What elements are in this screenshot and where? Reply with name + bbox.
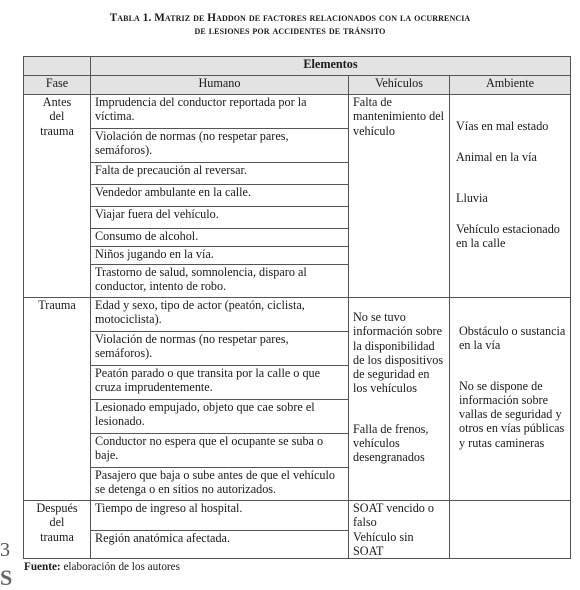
footnote-text: elaboración de los autores [60, 561, 180, 573]
column-header-row [24, 76, 571, 95]
ambiente-item: Lluvia [456, 190, 488, 205]
humano-cell: Violación de normas (no respetar pares, semáforos). [91, 129, 349, 163]
fase-trauma-cell: Trauma [24, 298, 91, 501]
fase-despues-cell [24, 501, 91, 559]
vehiculos-header: Vehículos [349, 76, 450, 95]
humano-cell: Conductor no espera que el ocupante se suba o baje. [91, 434, 349, 468]
caption-line-1: Tabla 1. Matriz de Haddon de factores relacionados con la ocurrencia [109, 12, 471, 24]
fase-antes-line: Antes [42, 95, 72, 109]
elementos-header: Elementos [91, 57, 571, 76]
haddon-matrix-table [23, 56, 571, 559]
humano-cell: Peatón parado o que transita por la calle o que cruza imprudentemente. [91, 366, 349, 400]
fase-despues-line: Después [36, 501, 78, 515]
table-row [24, 501, 571, 531]
humano-cell: Imprudencia del conductor reportada por la víctima. [91, 95, 349, 129]
ambiente-despues-cell [450, 501, 571, 559]
ambiente-item: Vías en mal estado [456, 119, 549, 133]
fase-antes-line: trauma [40, 123, 74, 138]
margin-mark: S [0, 565, 13, 590]
ambiente-antes-cell [450, 95, 571, 298]
ambiente-item: Vehículo estacionado en la calle [456, 221, 560, 251]
fase-despues-line: del [49, 515, 65, 530]
fase-antes-line: del [49, 109, 65, 124]
humano-cell: Falta de precaución al reversar. [91, 163, 349, 185]
vehiculos-item: Falla de frenos, vehículos desengranados [353, 421, 429, 465]
vehiculos-trauma-cell [349, 298, 450, 501]
humano-cell: Niños jugando en la vía. [91, 247, 349, 265]
group-header-row [24, 57, 571, 76]
humano-cell: Pasajero que baja o sube antes de que el vehículo se detenga o en sitios no autorizados. [91, 468, 349, 501]
ambiente-item: Animal en la vía [456, 150, 537, 165]
vehiculos-item: Vehículo sin SOAT [353, 529, 414, 558]
margin-mark: 3 [0, 539, 10, 561]
humano-cell: Vendedor ambulante en la calle. [91, 185, 349, 207]
ambiente-item: No se dispone de información sobre vallas de seguridad y otros en vías públicas y rutas camineras [459, 378, 565, 450]
table-row [24, 95, 571, 129]
table-row [24, 298, 571, 332]
table-caption [0, 12, 580, 38]
humano-header: Humano [91, 76, 349, 95]
humano-cell: Tiempo de ingreso al hospital. [91, 501, 349, 531]
source-footnote [24, 561, 180, 573]
humano-cell: Violación de normas (no respetar pares, semáforos). [91, 332, 349, 366]
humano-cell: Viajar fuera del vehículo. [91, 207, 349, 229]
ambiente-header: Ambiente [450, 76, 571, 95]
humano-cell: Consumo de alcohol. [91, 229, 349, 247]
caption-line-2: de lesiones por accidentes de tránsito [194, 25, 386, 37]
blank-header-cell [24, 57, 91, 76]
humano-cell: Región anatómica afectada. [91, 531, 349, 559]
ambiente-item: Obstáculo o sustancia en la vía [459, 324, 566, 353]
vehiculos-item: SOAT vencido o falso [353, 501, 435, 530]
humano-cell: Lesionado empujado, objeto que cae sobre el lesionado. [91, 400, 349, 434]
vehiculos-despues-cell [349, 501, 450, 559]
fase-antes-cell [24, 95, 91, 298]
humano-cell: Edad y sexo, tipo de actor (peatón, ciclista, motociclista). [91, 298, 349, 332]
fase-despues-line: trauma [40, 529, 74, 544]
vehiculos-antes-cell: Falta de mantenimiento del vehículo [349, 95, 450, 298]
footnote-label: Fuente: [24, 561, 61, 573]
ambiente-trauma-cell [450, 298, 571, 501]
humano-cell: Trastorno de salud, somnolencia, disparo al conductor, intento de robo. [91, 265, 349, 298]
fase-header: Fase [24, 76, 91, 95]
vehiculos-item: No se tuvo información sobre la disponibilidad de los dispositivos de seguridad en los vehículos [353, 310, 444, 396]
